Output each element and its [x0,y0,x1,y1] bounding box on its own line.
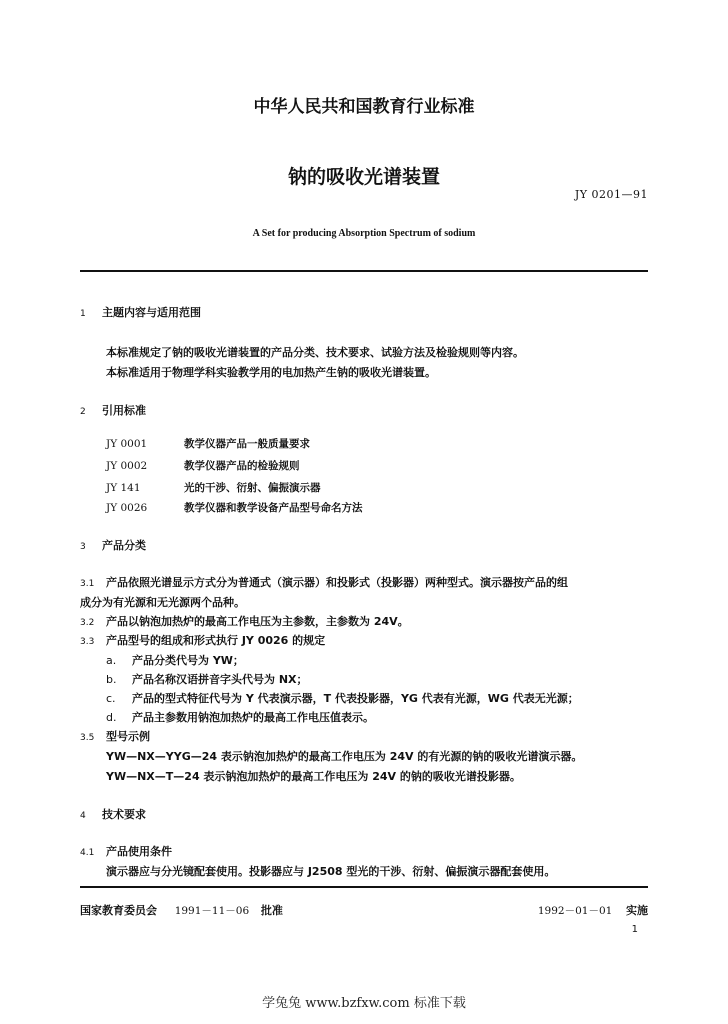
clause-text: 产品依照光谱显示方式分为普通式（演示器）和投影式（投影器）两种型式。演示器按产品的组 [106,576,568,589]
top-divider [80,270,648,272]
list-item [106,709,374,725]
clause-text: 产品使用条件 [106,845,172,858]
clause-number: 3.1 [80,579,95,589]
english-title: A Set for producing Absorption Spectrum of sodium [252,228,476,239]
section-number: 2 [80,407,86,417]
list-item-text: 产品分类代号为 YW； [132,654,244,667]
section-1-heading [80,304,201,320]
document-title: 钠的吸收光谱装置 [287,166,440,188]
clause-3-1 [80,574,568,590]
standard-code: JY 0201—91 [574,188,648,201]
reference-code: JY 0001 [106,438,148,450]
list-item-text: 产品主参数用钠泡加热炉的最高工作电压值表示。 [132,711,374,724]
section-number: 3 [80,542,86,552]
reference-item [106,458,300,473]
clause-3-5 [80,728,150,744]
clause-number: 3.2 [80,618,95,628]
section-3-heading [80,537,146,553]
list-item-label: b. [106,673,117,686]
clause-4-1-text: 演示器应与分光镜配套使用。投影器应与 J2508 型光的干涉、衍射、偏振演示器配套使用。 [106,865,556,878]
list-item [106,671,308,687]
reference-title: 教学仪器产品的检验规则 [184,460,300,472]
model-example: YW—NX—YYG—24 表示钠泡加热炉的最高工作电压为 24V 的有光源的钠的吸收光谱演示器。 [106,750,583,763]
section-title: 主题内容与适用范围 [102,306,201,319]
list-item-text: 产品的型式特征代号为 Y 代表演示器，T 代表投影器，YG 代表有光源，WG 代表无光源； [132,692,579,705]
clause-4-1 [80,843,172,859]
clause-3-2 [80,613,409,629]
reference-item [106,480,321,495]
list-item-label: d. [106,711,117,724]
section-number: 4 [80,811,86,821]
standard-category-heading: 中华人民共和国教育行业标准 [253,97,475,117]
list-item-label: c. [106,692,116,705]
issuer: 国家教育委员会 [80,904,157,917]
approve-date: 1991－11－06 [174,905,250,917]
clause-number: 3.5 [80,733,95,743]
list-item-label: a. [106,654,117,667]
page-number: 1 [631,924,638,935]
reference-code: JY 0026 [106,502,148,514]
clause-text: 产品型号的组成和形式执行 JY 0026 的规定 [106,634,326,647]
section-1-paragraph: 本标准规定了钠的吸收光谱装置的产品分类、技术要求、试验方法及检验规则等内容。 [106,346,524,359]
section-title: 引用标准 [102,404,146,417]
clause-text: 产品以钠泡加热炉的最高工作电压为主参数，主参数为 24V。 [106,615,409,628]
reference-item [106,500,363,515]
reference-code: JY 141 [106,482,141,494]
reference-item [106,436,310,451]
clause-3-3 [80,632,325,648]
reference-title: 光的干涉、衍射、偏振演示器 [184,482,321,494]
clause-number: 3.3 [80,637,95,647]
model-example: YW—NX—T—24 表示钠泡加热炉的最高工作电压为 24V 的钠的吸收光谱投影器。 [106,770,521,783]
implementation-label: 实施 [626,904,648,917]
implementation-line [538,902,648,918]
bottom-divider [80,886,648,888]
list-item-text: 产品名称汉语拼音字头代号为 NX； [132,673,308,686]
section-title: 技术要求 [102,808,146,821]
section-2-heading [80,402,146,418]
section-title: 产品分类 [102,539,146,552]
reference-title: 教学仪器和教学设备产品型号命名方法 [184,502,363,514]
section-4-heading [80,806,146,822]
reference-title: 教学仪器产品一般质量要求 [184,438,310,450]
clause-text: 型号示例 [106,730,150,743]
implementation-date: 1992－01－01 [537,905,613,917]
list-item [106,652,244,668]
clause-3-1-continuation: 成分为有光源和无光源两个品种。 [80,596,245,609]
watermark-link[interactable]: 学兔兔 www.bzfxw.com 标准下载 [262,996,466,1011]
clause-number: 4.1 [80,848,95,858]
section-number: 1 [80,309,86,319]
approval-line [80,902,283,918]
section-1-paragraph: 本标准适用于物理学科实验教学用的电加热产生钠的吸收光谱装置。 [106,366,436,379]
approve-label: 批准 [260,904,283,917]
reference-code: JY 0002 [106,460,148,472]
list-item [106,690,579,706]
